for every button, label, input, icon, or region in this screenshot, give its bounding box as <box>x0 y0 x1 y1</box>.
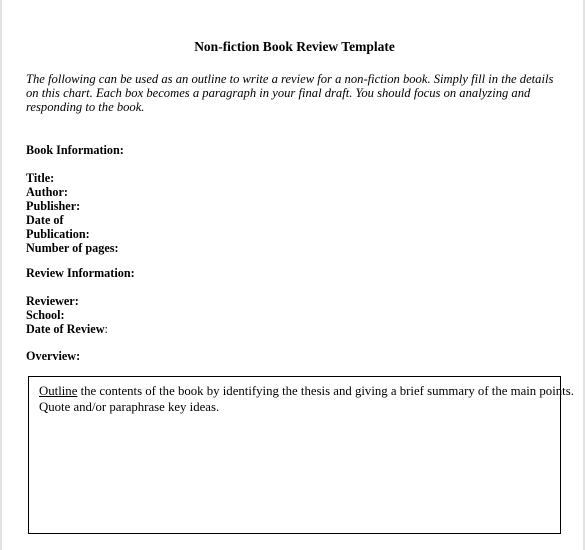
school-field-label: School: <box>26 308 65 322</box>
book-information-fields <box>26 171 119 255</box>
author-field-label: Author: <box>26 185 68 199</box>
date-of-review-label: Date of Review <box>26 322 105 336</box>
overview-line-2: Quote and/or paraphrase key ideas. <box>39 400 220 414</box>
title-field-label: Title: <box>26 171 55 185</box>
date-of-field-label: Date of <box>26 213 64 227</box>
number-of-pages-field-label: Number of pages: <box>26 241 119 255</box>
outline-underlined-word: Outline <box>39 384 78 398</box>
overview-line-1-rest: the contents of the book by identifying the thesis and giving a brief summary of the main points. <box>77 384 574 398</box>
intro-line-3: responding to the book. <box>26 100 145 114</box>
date-of-review-colon: : <box>104 322 108 336</box>
date-of-review-field <box>26 322 108 336</box>
publisher-field-label: Publisher: <box>26 199 81 213</box>
overview-instructions <box>39 383 574 415</box>
document-title: Non-fiction Book Review Template <box>194 39 395 54</box>
review-information-fields <box>26 294 108 336</box>
intro-line-2: on this chart. Each box becomes a paragraph in your final draft. You should focus on analyzing and <box>26 86 531 100</box>
overview-box <box>28 376 574 534</box>
intro-line-1: The following can be used as an outline to write a review for a non-fiction book. Simply fill in the details <box>26 72 554 86</box>
review-information-heading: Review Information: <box>26 266 135 280</box>
publication-field-label: Publication: <box>26 227 90 241</box>
overview-line-1 <box>39 383 574 399</box>
reviewer-field-label: Reviewer: <box>26 294 79 308</box>
intro-paragraph <box>26 72 554 114</box>
overview-heading: Overview: <box>26 349 81 363</box>
book-information-heading: Book Information: <box>26 143 124 157</box>
